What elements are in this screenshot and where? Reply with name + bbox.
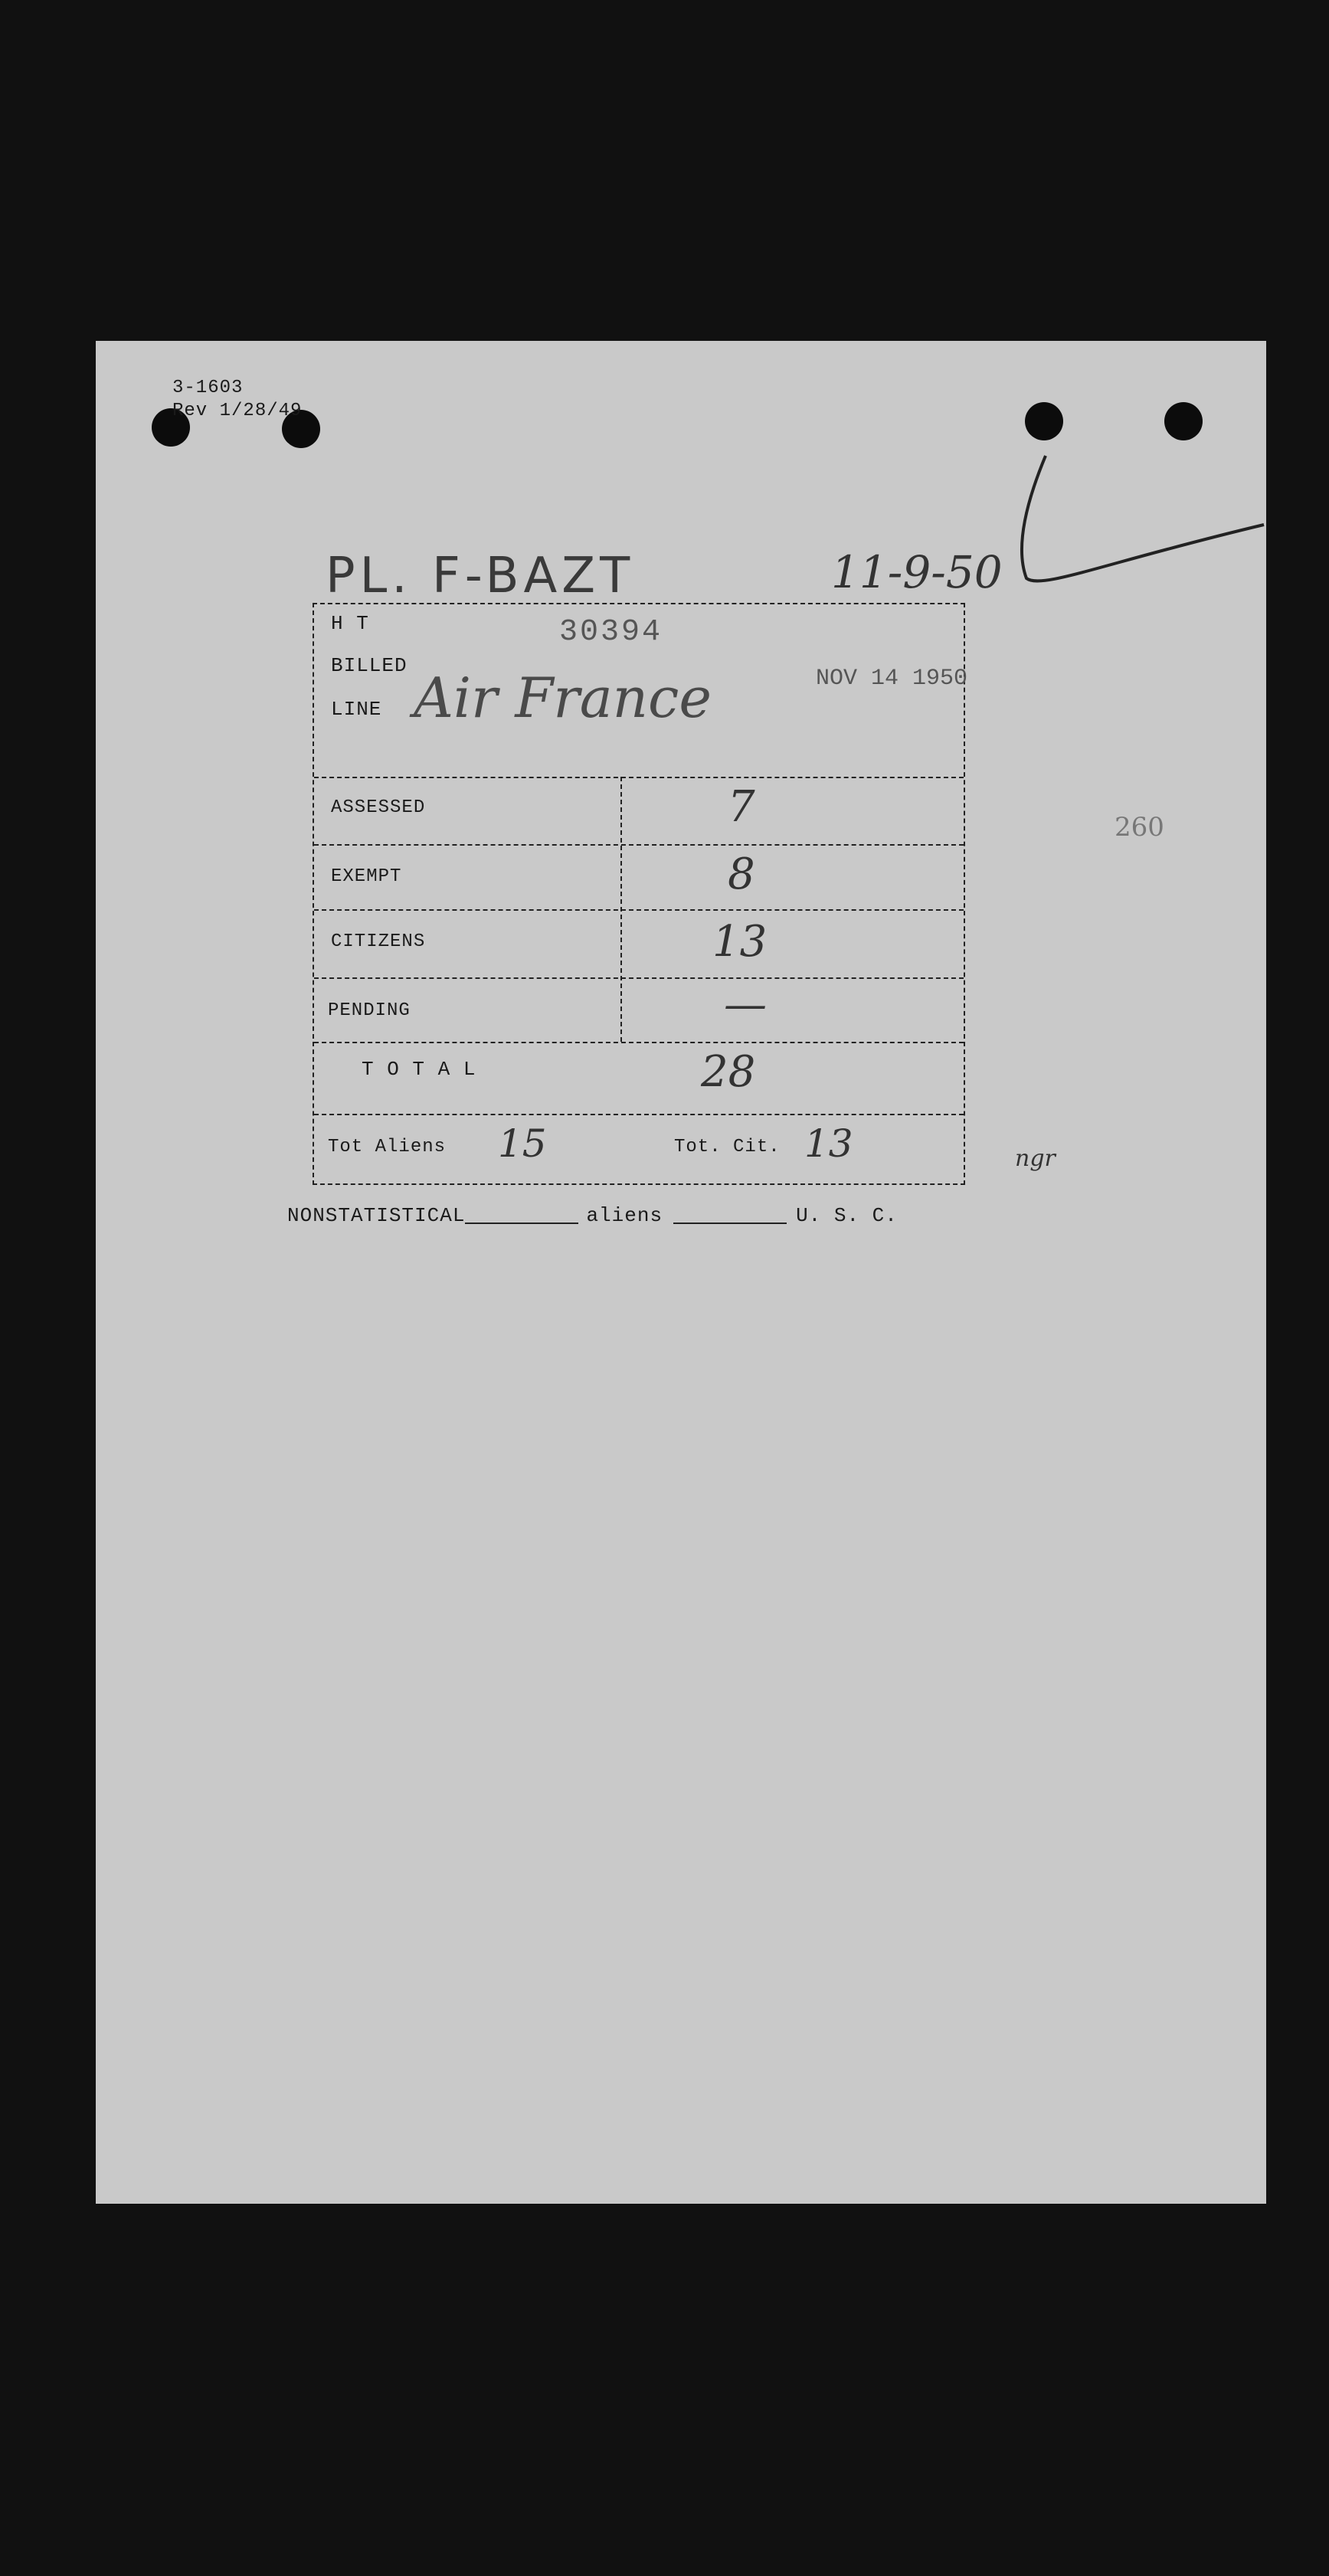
handwritten-registration: PL. F-BAZT — [326, 548, 635, 604]
pending-value: — — [724, 980, 767, 1029]
total-value: 28 — [701, 1047, 756, 1097]
divider — [314, 909, 964, 911]
handwritten-date: 11-9-50 — [831, 546, 1003, 598]
divider — [314, 1114, 964, 1115]
check-mark-icon — [1011, 440, 1272, 594]
exempt-label: EXEMPT — [331, 866, 402, 887]
form-revision: Rev 1/28/49 — [172, 401, 303, 421]
divider — [314, 777, 964, 778]
nonstatistical-line — [287, 1204, 898, 1227]
tot-aliens-value: 15 — [498, 1121, 547, 1166]
nonstatistical-label: NONSTATISTICAL — [287, 1204, 466, 1227]
punch-hole — [1025, 402, 1063, 440]
divider — [314, 977, 964, 979]
blank-line — [673, 1223, 787, 1224]
divider — [314, 1042, 964, 1043]
punch-hole — [1164, 402, 1203, 440]
ht-label: H T — [331, 612, 369, 635]
usc-label: U. S. C. — [796, 1204, 898, 1227]
assessed-label: ASSESSED — [331, 797, 426, 818]
citizens-value: 13 — [712, 917, 768, 967]
blank-line — [465, 1223, 578, 1224]
tot-aliens-label: Tot Aliens — [328, 1137, 447, 1157]
divider — [314, 844, 964, 846]
form-number: 3-1603 — [172, 378, 244, 398]
assessed-value: 7 — [728, 782, 755, 832]
billed-label: BILLED — [331, 654, 408, 677]
line-value: Air France — [414, 666, 712, 730]
date-stamp: NOV 14 1950 — [816, 666, 968, 692]
tot-cit-value: 13 — [804, 1121, 853, 1166]
column-divider — [620, 777, 622, 1042]
pending-label: PENDING — [328, 1000, 411, 1021]
tot-cit-label: Tot. Cit. — [674, 1137, 781, 1157]
margin-number: 260 — [1115, 812, 1164, 843]
total-label: T O T A L — [362, 1058, 476, 1081]
handwritten-initials: ngr — [1015, 1145, 1056, 1172]
arrival-form-table — [313, 603, 968, 1185]
line-label: LINE — [331, 698, 382, 721]
aliens-label: aliens — [586, 1204, 663, 1227]
citizens-label: CITIZENS — [331, 931, 426, 952]
ht-number: 30394 — [559, 615, 663, 650]
exempt-value: 8 — [728, 849, 755, 899]
